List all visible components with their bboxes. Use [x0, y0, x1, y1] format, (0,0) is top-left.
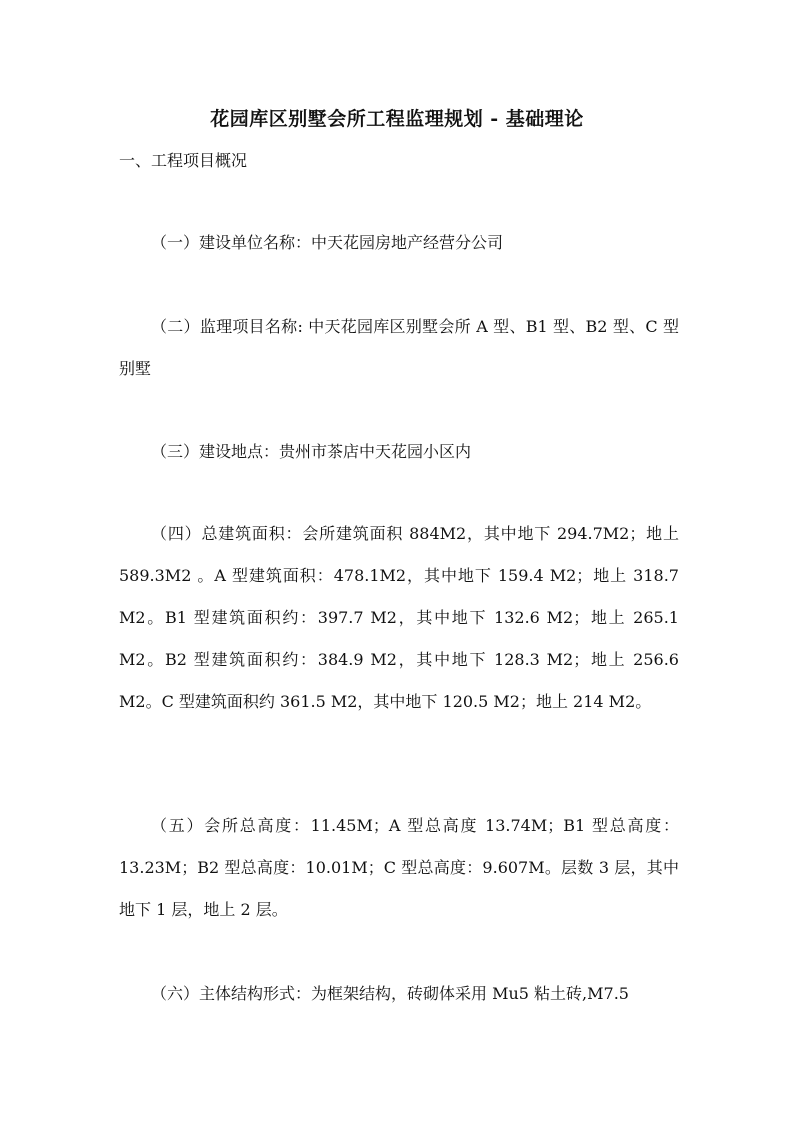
section-heading: 一、工程项目概况 — [119, 151, 248, 170]
paragraph-location: （三）建设地点：贵州市茶店中天花园小区内 — [151, 442, 472, 461]
paragraph-structure-type: （六）主体结构形式：为框架结构，砖砌体采用 Mu5 粘土砖,M7.5 — [151, 984, 629, 1003]
paragraph-project-name: （二）监理项目名称: 中天花园库区别墅会所 A 型、B1 型、B2 型、C 型别墅 — [119, 317, 679, 378]
paragraph-total-height: （五）会所总高度：11.45M；A 型总高度 13.74M；B1 型总高度：13.23M；B2 型总高度：10.01M；C 型总高度：9.607M。层数 3 层，其中地下 1 层，地上 2 层。 — [119, 816, 679, 919]
paragraph-total-area: （四）总建筑面积：会所建筑面积 884M2，其中地下 294.7M2；地上 589.3M2 。A 型建筑面积：478.1M2，其中地下 159.4 M2；地上 318.7 M2。B1 型建筑面积约：397.7 M2，其中地下 132.6 M2；地上 265.1 M2。B2 型建筑面积约：384.9 M2，其中地下 128.3 M2；地上 256.6 M2。C 型建筑面积约 361.5 M2，其中地下 120.5 M2；地上 214 M2。 — [119, 524, 679, 711]
document-title: 花园库区别墅会所工程监理规划 - 基础理论 — [210, 108, 584, 130]
paragraph-construction-unit: （一）建设单位名称：中天花园房地产经营分公司 — [151, 233, 504, 252]
